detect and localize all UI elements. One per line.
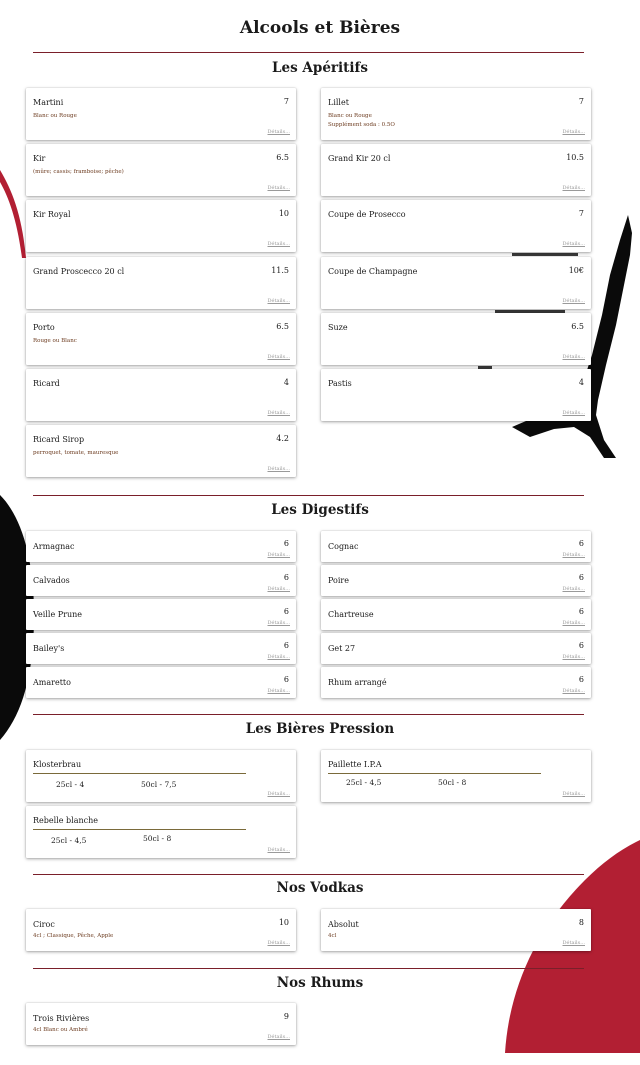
section-divider — [33, 52, 584, 53]
item-price: 7 — [283, 97, 289, 106]
item-price: 7 — [578, 97, 584, 106]
details-link[interactable]: Détails... — [267, 241, 290, 247]
details-link[interactable]: Détails... — [562, 129, 585, 135]
beer-divider — [33, 773, 246, 774]
details-link[interactable]: Détails... — [267, 586, 290, 592]
page-title: Alcools et Bières — [239, 18, 401, 38]
menu-item-card[interactable] — [26, 633, 296, 664]
item-name: Kir Royal — [33, 210, 71, 219]
details-link[interactable]: Détails... — [267, 466, 290, 472]
menu-item-card[interactable] — [321, 531, 591, 562]
details-link[interactable]: Détails... — [267, 129, 290, 135]
menu-item-card[interactable] — [321, 200, 591, 252]
item-description: perroquet, tomate, mauresque — [33, 450, 119, 456]
beer-divider — [328, 773, 541, 774]
item-price: 10 — [278, 209, 289, 218]
section-title-vodkas: Nos Vodkas — [276, 880, 364, 896]
item-price: 7 — [578, 209, 584, 218]
menu-item-card[interactable] — [26, 909, 296, 951]
details-link[interactable]: Détails... — [267, 791, 290, 797]
item-name: Chartreuse — [328, 610, 374, 619]
item-price: 9 — [283, 1012, 289, 1021]
item-name: Amaretto — [33, 678, 71, 687]
details-link[interactable]: Détails... — [562, 586, 585, 592]
item-name: Bailey's — [33, 644, 65, 653]
item-description: Blanc ou Rouge — [33, 113, 77, 119]
item-price: 6 — [578, 675, 584, 684]
item-name: Suze — [328, 323, 348, 332]
item-name: Coupe de Prosecco — [328, 210, 406, 219]
item-name: Veille Prune — [33, 610, 82, 619]
menu-item-card[interactable] — [321, 565, 591, 596]
details-link[interactable]: Détails... — [562, 552, 585, 558]
menu-item-card[interactable] — [321, 599, 591, 630]
item-price: 6.5 — [276, 322, 289, 331]
item-name: Pastis — [328, 379, 352, 388]
menu-item-card[interactable] — [321, 88, 591, 140]
details-link[interactable]: Détails... — [562, 620, 585, 626]
details-link[interactable]: Détails... — [267, 298, 290, 304]
item-name: Rebelle blanche — [33, 816, 98, 825]
details-link[interactable]: Détails... — [562, 241, 585, 247]
menu-item-card[interactable] — [321, 369, 591, 421]
details-link[interactable]: Détails... — [562, 410, 585, 416]
item-name: Armagnac — [33, 542, 75, 551]
section-title-aperitifs: Les Apéritifs — [272, 60, 368, 76]
beer-size-50cl: 50cl - 8 — [143, 834, 172, 843]
item-description: 4cl Blanc ou Ambré — [33, 1027, 88, 1033]
item-name: Absolut — [328, 920, 359, 929]
item-name: Kir — [33, 154, 46, 163]
details-link[interactable]: Détails... — [562, 940, 585, 946]
details-link[interactable]: Détails... — [267, 185, 290, 191]
item-description: Blanc ou Rouge Supplément soda : 0.5O — [328, 113, 395, 128]
item-price: 6 — [283, 539, 289, 548]
item-price: 6 — [578, 573, 584, 582]
details-link[interactable]: Détails... — [267, 847, 290, 853]
item-name: Porto — [33, 323, 55, 332]
menu-item-card[interactable] — [26, 565, 296, 596]
item-price: 4 — [578, 378, 584, 387]
details-link[interactable]: Détails... — [562, 185, 585, 191]
beer-size-25cl: 25cl - 4 — [56, 780, 85, 789]
item-price: 6 — [578, 607, 584, 616]
item-price: 6 — [578, 641, 584, 650]
section-title-digestifs: Les Digestifs — [271, 502, 369, 518]
item-price: 8 — [578, 918, 584, 927]
menu-item-card[interactable] — [321, 313, 591, 365]
section-title-rhums: Nos Rhums — [276, 975, 364, 991]
item-name: Trois Rivières — [33, 1014, 90, 1023]
details-link[interactable]: Détails... — [267, 552, 290, 558]
beer-card[interactable] — [26, 750, 296, 802]
menu-item-card[interactable] — [26, 369, 296, 421]
menu-item-card[interactable] — [321, 144, 591, 196]
beer-size-50cl: 50cl - 7,5 — [141, 780, 177, 789]
details-link[interactable]: Détails... — [562, 354, 585, 360]
details-link[interactable]: Détails... — [267, 620, 290, 626]
details-link[interactable]: Détails... — [562, 688, 585, 694]
beer-size-25cl: 25cl - 4,5 — [51, 836, 87, 845]
item-name: Martini — [33, 98, 64, 107]
item-name: Calvados — [33, 576, 70, 585]
details-link[interactable]: Détails... — [562, 298, 585, 304]
item-name: Paillette I.P.A — [328, 760, 382, 769]
beer-size-50cl: 50cl - 8 — [438, 778, 467, 787]
item-name: Ricard Sirop — [33, 435, 85, 444]
item-price: 11.5 — [271, 266, 289, 275]
section-title-bieres: Les Bières Pression — [245, 721, 395, 737]
item-price: 10 — [278, 918, 289, 927]
section-divider — [33, 714, 584, 715]
details-link[interactable]: Détails... — [562, 791, 585, 797]
item-name: Get 27 — [328, 644, 356, 653]
menu-item-card[interactable] — [26, 200, 296, 252]
beer-card[interactable] — [26, 806, 296, 858]
details-link[interactable]: Détails... — [267, 940, 290, 946]
menu-item-card[interactable] — [26, 88, 296, 140]
menu-item-card[interactable] — [321, 633, 591, 664]
item-price: 6 — [283, 641, 289, 650]
item-name: Grand Proscecco 20 cl — [33, 267, 125, 276]
menu-item-card[interactable] — [321, 257, 591, 309]
item-name: Klosterbrau — [33, 760, 82, 769]
details-link[interactable]: Détails... — [267, 1034, 290, 1040]
item-name: Lillet — [328, 98, 349, 107]
menu-item-card[interactable] — [26, 667, 296, 698]
item-price: 6.5 — [276, 153, 289, 162]
item-price: 6 — [578, 539, 584, 548]
item-name: Rhum arrangé — [328, 678, 387, 687]
item-name: Ricard — [33, 379, 60, 388]
menu-item-card[interactable] — [26, 599, 296, 630]
item-price: 10.5 — [566, 153, 584, 162]
menu-item-card[interactable] — [321, 667, 591, 698]
item-description: Rouge ou Blanc — [33, 338, 77, 344]
item-description: (mûre; cassis; framboise; pêche) — [33, 169, 124, 175]
section-divider — [33, 968, 584, 969]
details-link[interactable]: Détails... — [562, 654, 585, 660]
item-price: 6 — [283, 675, 289, 684]
beer-divider — [33, 829, 246, 830]
item-name: Coupe de Champagne — [328, 267, 418, 276]
section-divider — [33, 495, 584, 496]
item-name: Cognac — [328, 542, 359, 551]
menu-item-card[interactable] — [321, 909, 591, 951]
item-price: 4.2 — [276, 434, 289, 443]
details-link[interactable]: Détails... — [267, 410, 290, 416]
details-link[interactable]: Détails... — [267, 688, 290, 694]
menu-item-card[interactable] — [26, 1003, 296, 1045]
item-name: Poire — [328, 576, 349, 585]
details-link[interactable]: Détails... — [267, 354, 290, 360]
menu-item-card[interactable] — [26, 531, 296, 562]
beer-size-25cl: 25cl - 4,5 — [346, 778, 382, 787]
item-price: 6.5 — [571, 322, 584, 331]
item-price: 6 — [283, 573, 289, 582]
menu-item-card[interactable] — [26, 257, 296, 309]
beer-card[interactable] — [321, 750, 591, 802]
menu-item-card[interactable] — [26, 313, 296, 365]
details-link[interactable]: Détails... — [267, 654, 290, 660]
item-price: 6 — [283, 607, 289, 616]
item-name: Ciroc — [33, 920, 55, 929]
menu-item-card[interactable] — [26, 144, 296, 196]
item-description: 4cl ; Classique, Pêche, Apple — [33, 933, 114, 939]
section-divider — [33, 874, 584, 875]
item-price: 4 — [283, 378, 289, 387]
item-description: 4cl — [328, 933, 337, 939]
item-name: Grand Kir 20 cl — [328, 154, 391, 163]
menu-item-card[interactable] — [26, 425, 296, 477]
item-price: 10€ — [568, 266, 584, 275]
